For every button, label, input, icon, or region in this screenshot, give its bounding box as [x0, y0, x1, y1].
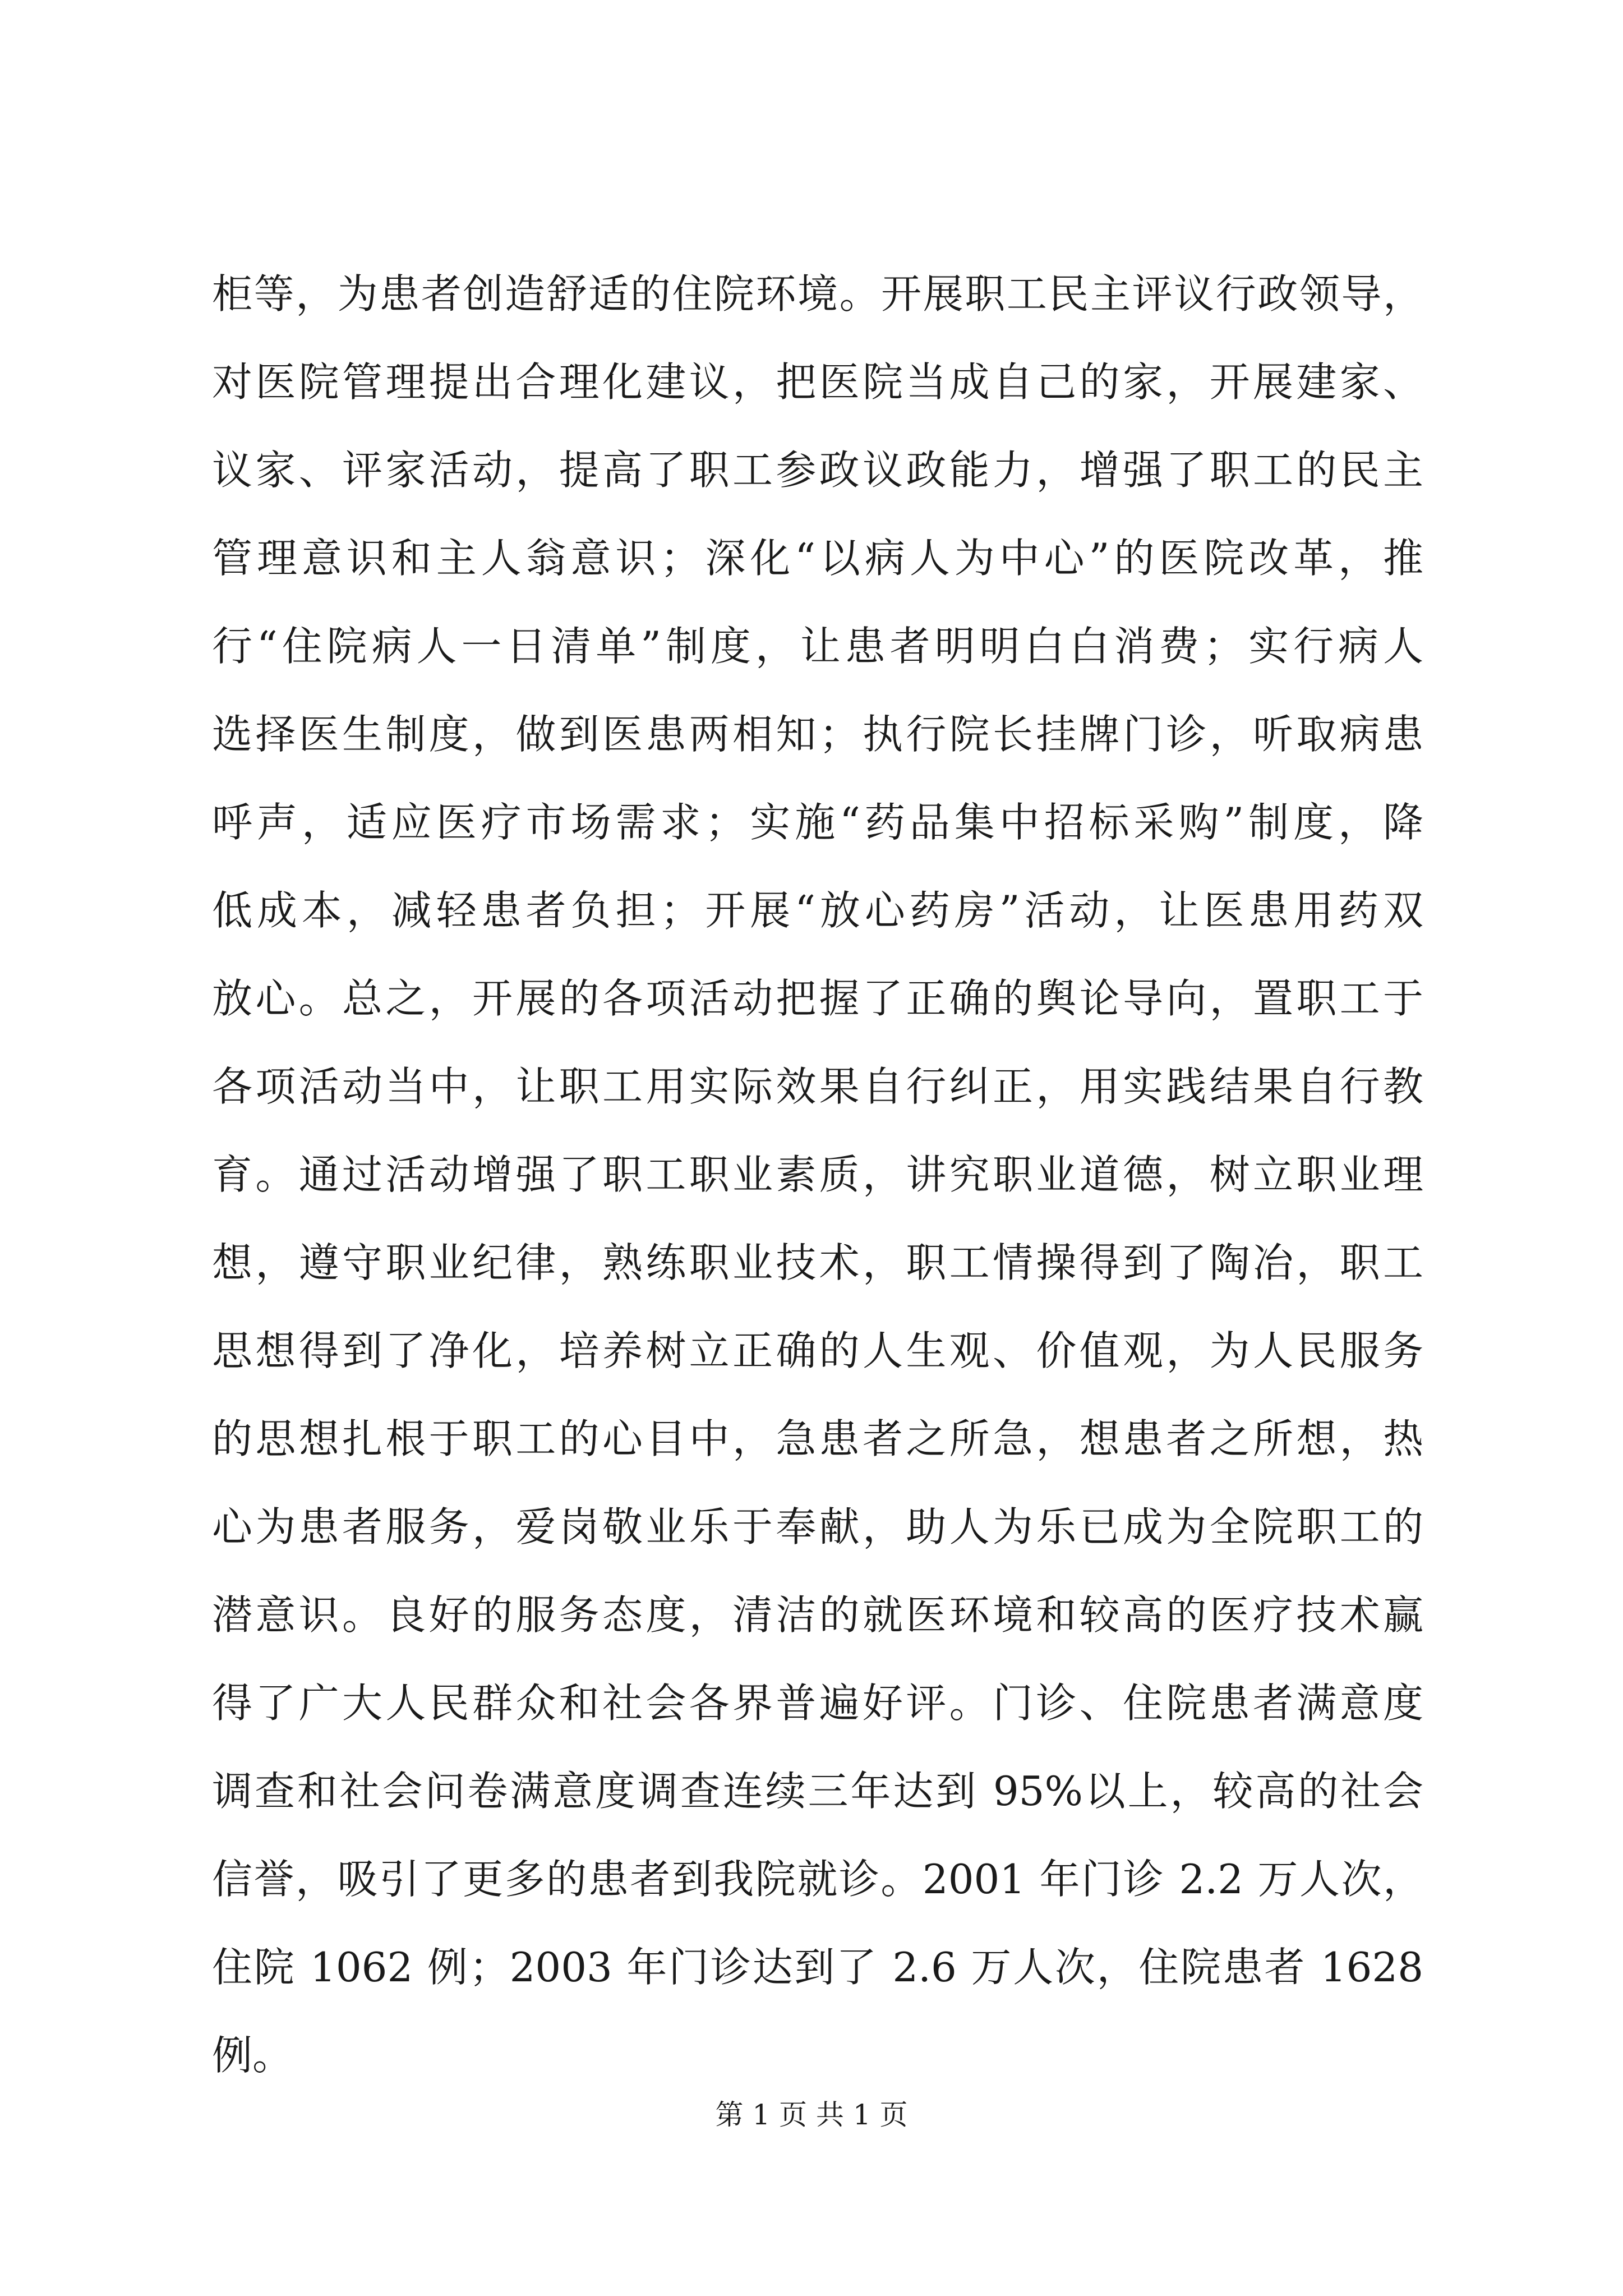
text-line: 调查和社会问卷满意度调查连续三年达到 95%以上，较高的社会	[212, 1768, 1423, 1815]
text-line: 放心。总之，开展的各项活动把握了正确的舆论导向，置职工于	[212, 975, 1423, 1022]
text-line: 管理意识和主人翁意识；深化“以病人为中心”的医院改革，推	[212, 535, 1423, 582]
text-line: 想，遵守职业纪律，熟练职业技术，职工情操得到了陶冶，职工	[212, 1239, 1423, 1286]
text-line: 例。	[212, 2032, 293, 2079]
text-line: 的思想扎根于职工的心目中，急患者之所急，想患者之所想，热	[212, 1415, 1423, 1462]
text-line: 住院 1062 例；2003 年门诊达到了 2.6 万人次，住院患者 1628	[212, 1944, 1423, 1991]
text-line: 各项活动当中，让职工用实际效果自行纠正，用实践结果自行教	[212, 1063, 1423, 1110]
text-line: 育。通过活动增强了职工职业素质，讲究职业道德，树立职业理	[212, 1151, 1423, 1198]
text-line: 低成本，减轻患者负担；开展“放心药房”活动，让医患用药双	[212, 887, 1423, 934]
text-line: 选择医生制度，做到医患两相知；执行院长挂牌门诊，听取病患	[212, 711, 1423, 758]
text-line: 呼声，适应医疗市场需求；实施“药品集中招标采购”制度，降	[212, 799, 1423, 846]
text-line: 行“住院病人一日清单”制度，让患者明明白白消费；实行病人	[212, 623, 1423, 670]
text-line: 柜等，为患者创造舒适的住院环境。开展职工民主评议行政领导，	[212, 270, 1423, 318]
text-line: 对医院管理提出合理化建议，把医院当成自己的家，开展建家、	[212, 358, 1423, 406]
text-line: 议家、评家活动，提高了职工参政议政能力，增强了职工的民主	[212, 447, 1423, 494]
text-line: 心为患者服务，爱岗敬业乐于奉献，助人为乐已成为全院职工的	[212, 1503, 1423, 1550]
text-line: 得了广大人民群众和社会各界普遍好评。门诊、住院患者满意度	[212, 1680, 1423, 1727]
text-line: 潜意识。良好的服务态度，清洁的就医环境和较高的医疗技术赢	[212, 1591, 1423, 1639]
page-number-footer: 第 1 页 共 1 页	[715, 2099, 908, 2131]
body-paragraph	[212, 250, 1423, 2100]
text-line: 信誉，吸引了更多的患者到我院就诊。2001 年门诊 2.2 万人次，	[212, 1856, 1423, 1903]
text-line: 思想得到了净化，培养树立正确的人生观、价值观，为人民服务	[212, 1327, 1423, 1374]
